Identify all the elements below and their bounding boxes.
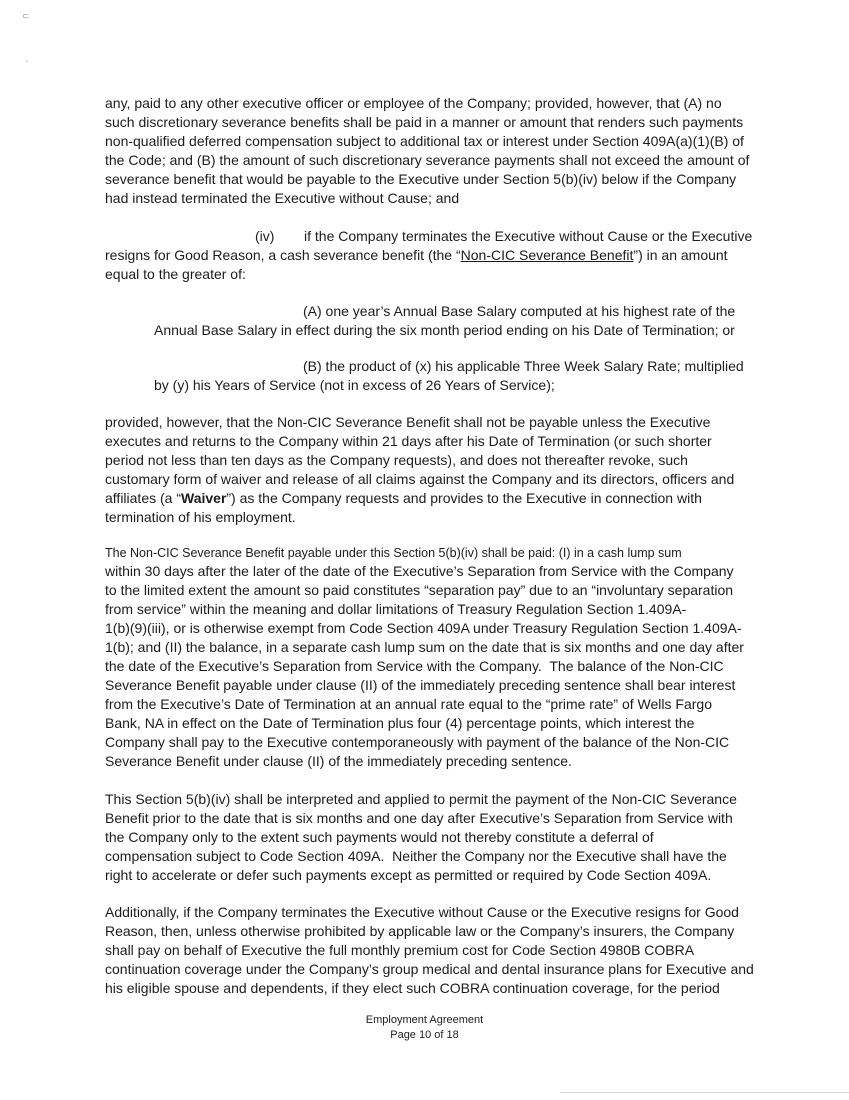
footer-title: Employment Agreement (365, 1014, 484, 1026)
text-line: the date of the Executive’s Separation from Service with the Company. The balance of the Non-CIC (105, 658, 724, 674)
text-line: This Section 5(b)(iv) shall be interpreted and applied to permit the payment of the Non-CIC Severance (105, 791, 737, 807)
text-line: customary form of waiver and release of all claims against the Company and its directors, officers and (105, 471, 735, 487)
text-line: Bank, NA in effect on the Date of Termination plus four (4) percentage points, which interest the (105, 715, 695, 731)
text-line: Annual Base Salary in effect during the six month period ending on his Date of Termination; or (154, 322, 735, 338)
text-line (105, 246, 728, 264)
text-line: such discretionary severance benefits shall be paid in a manner or amount that renders such payments (105, 114, 744, 130)
clause-number: (iv) (255, 228, 275, 244)
text-line: equal to the greater of: (105, 266, 246, 282)
footer-page-number: Page 10 of 18 (390, 1029, 459, 1041)
text-line: from service” within the meaning and dollar limitations of Treasury Regulation Section 1.409A- (105, 601, 687, 617)
text-line: to the limited extent the amount so paid constitutes “separation pay” due to an “involuntary separation (105, 582, 734, 598)
text-line: Severance Benefit payable under clause (II) of the immediately preceding sentence shall bear interest (105, 677, 736, 693)
text-line: his eligible spouse and dependents, if they elect such COBRA continuation coverage, for the period (105, 980, 720, 996)
scan-edge-rule (560, 1092, 849, 1093)
text-line: Reason, then, unless otherwise prohibited by applicable law or the Company’s insurers, the Company (105, 923, 735, 939)
text-line: executes and returns to the Company within 21 days after his Date of Termination (or such shorter (105, 433, 712, 449)
text-line: severance benefit that would be payable to the Executive under Section 5(b)(iv) below if the Company (105, 171, 737, 187)
text-segment: affiliates (a “ (105, 490, 181, 506)
text-line: had instead terminated the Executive without Cause; and (105, 190, 460, 206)
text-line: the Code; and (B) the amount of such discretionary severance payments shall not exceed the amount of (105, 152, 750, 168)
text-line: termination of his employment. (105, 509, 296, 525)
text-line: non-qualified deferred compensation subject to additional tax or interest under Section 409A(a)(1)(B) of (105, 133, 744, 149)
text-line: right to accelerate or defer such payments except as permitted or required by Code Section 409A. (105, 867, 712, 883)
text-line: (B) the product of (x) his applicable Three Week Salary Rate; multiplied (303, 358, 744, 374)
text-line: any, paid to any other executive officer or employee of the Company; provided, however, that (A) no (105, 95, 722, 111)
text-line: if the Company terminates the Executive without Cause or the Executive (304, 228, 753, 244)
text-line: (A) one year’s Annual Base Salary computed at his highest rate of the (303, 303, 736, 319)
text-line: Severance Benefit under clause (II) of the immediately preceding sentence. (105, 753, 572, 769)
text-line: period not less than ten days as the Company requests), and does not thereafter revoke, such (105, 452, 688, 468)
text-segment: resigns for Good Reason, a cash severance benefit (the “ (105, 247, 461, 263)
text-line: Benefit prior to the date that is six months and one day after Executive’s Separation from Service with (105, 810, 733, 826)
text-line: shall pay on behalf of Executive the full monthly premium cost for Code Section 4980B COBRA (105, 942, 695, 958)
text-line: by (y) his Years of Service (not in excess of 26 Years of Service); (154, 377, 555, 393)
text-line: The Non-CIC Severance Benefit payable under this Section 5(b)(iv) shall be paid: (I) in a cash lump sum (105, 546, 682, 560)
scan-artifact-mark: ⊂ (22, 11, 30, 21)
text-line: Company shall pay to the Executive contemporaneously with payment of the balance of the Non-CIC (105, 734, 730, 750)
text-segment: ”) as the Company requests and provides to the Executive in connection with (226, 490, 702, 506)
text-line: provided, however, that the Non-CIC Severance Benefit shall not be payable unless the Executive (105, 414, 711, 430)
text-line: within 30 days after the later of the date of the Executive’s Separation from Service with the Company (105, 563, 734, 579)
text-line: 1(b); and (II) the balance, in a separate cash lump sum on the date that is six months and one day after (105, 639, 744, 655)
text-line: compensation subject to Code Section 409A. Neither the Company nor the Executive shall have the (105, 848, 727, 864)
text-line: the Company only to the extent such payments would not thereby constitute a deferral of (105, 829, 654, 845)
text-line: from the Executive’s Date of Termination at an annual rate equal to the “prime rate” of Wells Fargo (105, 696, 712, 712)
text-line: Additionally, if the Company terminates the Executive without Cause or the Executive resigns for Good (105, 904, 739, 920)
text-line: 1(b)(9)(iii), or is otherwise exempt from Code Section 409A under Treasury Regulation Section 1.409A- (105, 620, 742, 636)
defined-term-waiver: Waiver (181, 490, 227, 506)
text-line: continuation coverage under the Company’s group medical and dental insurance plans for Executive and (105, 961, 754, 977)
scan-artifact-dot: • (26, 59, 28, 65)
text-line (105, 489, 702, 507)
defined-term-non-cic-severance-benefit: Non-CIC Severance Benefit (460, 247, 634, 263)
text-segment: ”) in an amount (633, 247, 728, 263)
